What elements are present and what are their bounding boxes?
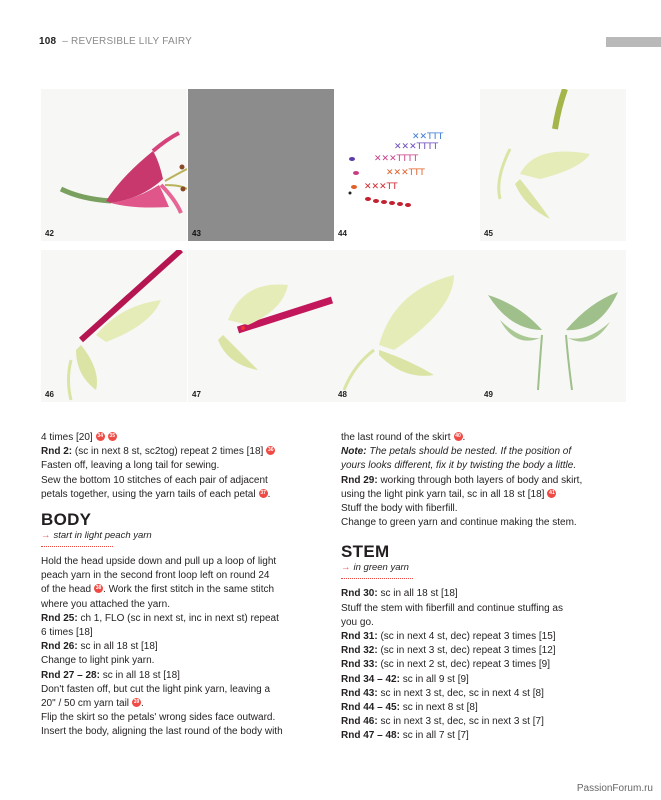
- page-number: 108: [39, 36, 57, 47]
- page-header: [39, 36, 192, 47]
- photo-number: 45: [484, 229, 493, 238]
- svg-text:✕✕✕TTTT: ✕✕✕TTTT: [394, 142, 439, 152]
- crochet-leaves-image: [480, 250, 626, 402]
- photo-ref-badge: 37: [260, 489, 266, 496]
- round-instruction: Rnd 33: (sc in next 2 st, dec) repeat 3 times [9]: [341, 659, 550, 671]
- svg-text:✕✕✕TT: ✕✕✕TT: [364, 182, 398, 192]
- svg-text:✕✕✕TTTT: ✕✕✕TTTT: [374, 154, 419, 164]
- photo-number: 47: [192, 390, 201, 399]
- photo-number: 48: [338, 390, 347, 399]
- photo-number: 46: [45, 390, 54, 399]
- photo-44-crochet-chart: [334, 89, 480, 241]
- left-text-column: [41, 431, 326, 740]
- text-line: Stuff the body with fiberfill.: [341, 503, 458, 515]
- section-title-body: BODY: [41, 510, 92, 530]
- text-line: where you attached the yarn.: [41, 598, 170, 610]
- section-subtitle: → in green yarn: [341, 562, 409, 574]
- photo-ref-badge: 39: [133, 698, 140, 705]
- section-title-stem: STEM: [341, 542, 390, 562]
- photo-48-leaf: [334, 250, 480, 402]
- text-line: you go.: [341, 616, 374, 628]
- dotted-divider: [41, 542, 113, 547]
- round-instruction: Rnd 32: (sc in next 3 st, dec) repeat 3 times [12]: [341, 645, 556, 657]
- text-line: 20" / 50 cm yarn tail 39 .: [41, 698, 144, 710]
- photo-number: 44: [338, 229, 347, 238]
- photo-45-leaf: [480, 89, 626, 241]
- text-line: peach yarn in the second front loop left on round 24: [41, 570, 270, 582]
- text-line: using the light pink yarn tail, sc in all 18 st [18] 41: [341, 488, 555, 500]
- text-line: Don't fasten off, but cut the light pink yarn, leaving a: [41, 683, 271, 695]
- round-instruction: Rnd 47 – 48: sc in all 7 st [7]: [341, 730, 469, 742]
- right-text-column: [341, 431, 641, 744]
- photo-ref-badge: 40: [455, 432, 461, 439]
- note-line: Note: The petals should be nested. If the position of: [341, 446, 572, 458]
- round-instruction: Rnd 44 – 45: sc in next 8 st [8]: [341, 702, 478, 714]
- text-line: Change to green yarn and continue making the stem.: [341, 517, 577, 529]
- crochet-leaf-image: [334, 250, 480, 402]
- round-instruction: Rnd 30: sc in all 18 st [18]: [341, 588, 458, 600]
- text-line: 6 times [18]: [41, 627, 93, 639]
- svg-text:✕✕✕TTT: ✕✕✕TTT: [386, 168, 425, 178]
- text-line: 4 times [20] 34 35: [41, 432, 115, 443]
- round-instruction: Rnd 34 – 42: sc in all 9 st [9]: [341, 673, 469, 685]
- text-line: Change to light pink yarn.: [41, 655, 155, 667]
- photo-number: 43: [192, 229, 201, 238]
- round-instruction: Rnd 26: sc in all 18 st [18]: [41, 641, 158, 653]
- text-line: Fasten off, leaving a long tail for sewing.: [41, 460, 220, 472]
- text-line: Hold the head upside down and pull up a loop of light: [41, 556, 277, 568]
- photo-ref-badge: 41: [549, 489, 555, 496]
- text-line: of the head 38 . Work the first stitch in the same stitch: [41, 584, 275, 596]
- photo-49-leaves: [480, 250, 626, 402]
- photo-43-placeholder: [188, 89, 334, 241]
- section-subtitle: → start in light peach yarn: [41, 530, 152, 542]
- round-instruction: Rnd 25: ch 1, FLO (sc in next st, inc in next st) repeat: [41, 612, 279, 624]
- header-bar: [606, 37, 661, 47]
- text-line: petals together, using the yarn tails of each petal 37 .: [41, 488, 271, 500]
- dotted-divider: [341, 574, 413, 579]
- text-line: Stuff the stem with fiberfill and continue stuffing as: [341, 602, 563, 614]
- photo-ref-badge: 36: [268, 447, 274, 454]
- photo-47-leaf-hook: [188, 250, 334, 402]
- photo-number: 42: [45, 229, 54, 238]
- text-line: Flip the skirt so the petals' wrong sides face outward.: [41, 712, 276, 724]
- round-instruction: Rnd 2: (sc in next 8 st, sc2tog) repeat 2 times [18] 36: [41, 446, 274, 458]
- running-title: – REVERSIBLE LILY FAIRY: [62, 36, 192, 47]
- photo-ref-badge: 34: [97, 432, 103, 439]
- crochet-leaf-image: [480, 89, 626, 241]
- round-instruction: Rnd 27 – 28: sc in all 18 st [18]: [41, 669, 180, 681]
- watermark: PassionForum.ru: [576, 783, 653, 794]
- crochet-leaf-image: [188, 250, 334, 402]
- crochet-diagram-image: [334, 89, 480, 241]
- crochet-leaf-image: [41, 250, 187, 402]
- round-instruction: Rnd 29: working through both layers of body and skirt,: [341, 474, 583, 486]
- round-instruction: Rnd 43: sc in next 3 st, dec, sc in next 4 st [8]: [341, 687, 544, 699]
- svg-text:✕✕TTT: ✕✕TTT: [412, 132, 444, 142]
- photo-46-leaf-hook: [41, 250, 187, 402]
- photo-ref-badge: 38: [95, 585, 102, 592]
- photo-number: 49: [484, 390, 493, 399]
- photo-42-lily-flower: [41, 89, 187, 241]
- photo-ref-badge: 35: [109, 432, 115, 439]
- text-line: Insert the body, aligning the last round of the body with: [41, 726, 283, 738]
- text-line: the last round of the skirt 40 .: [341, 432, 466, 443]
- lily-flower-image: [41, 89, 187, 241]
- note-line: yours looks different, fix it by twisting the body a little.: [341, 460, 577, 472]
- round-instruction: Rnd 31: (sc in next 4 st, dec) repeat 3 times [15]: [341, 631, 556, 643]
- text-line: Sew the bottom 10 stitches of each pair of adjacent: [41, 474, 268, 486]
- round-instruction: Rnd 46: sc in next 3 st, dec, sc in next 3 st [7]: [341, 716, 544, 728]
